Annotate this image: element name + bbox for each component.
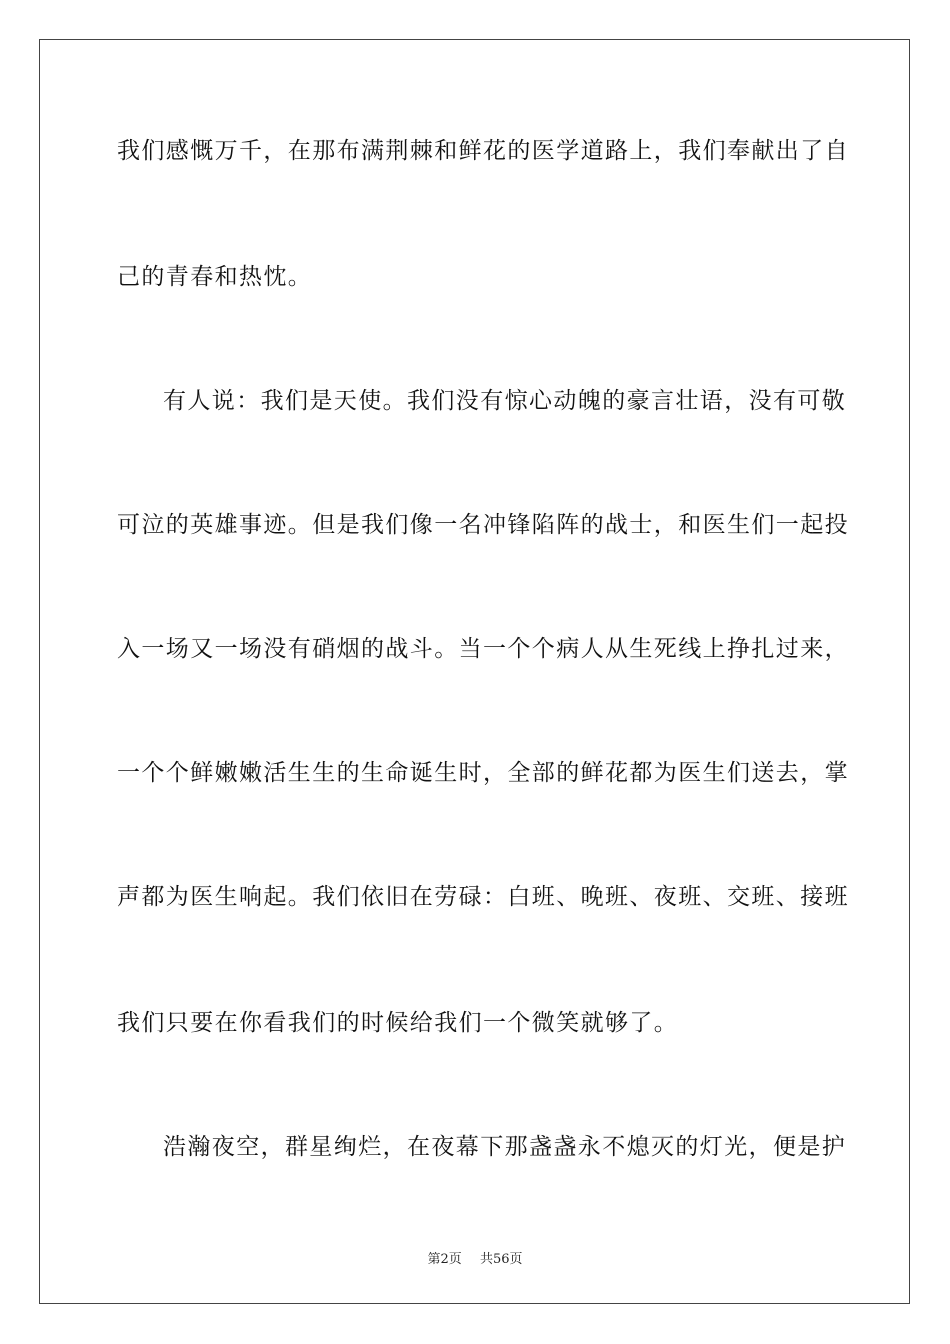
- body-text-line: 己的青春和热忱。: [117, 264, 313, 290]
- page-number: 第2页: [427, 1252, 462, 1267]
- body-text-line: 我们感慨万千，在那布满荆棘和鲜花的医学道路上，我们奉献出了自: [117, 138, 849, 164]
- body-text-line: 浩瀚夜空，群星绚烂，在夜幕下那盏盏永不熄灭的灯光，便是护: [163, 1134, 847, 1160]
- body-text-line: 声都为医生响起。我们依旧在劳碌：白班、晚班、夜班、交班、接班: [117, 884, 849, 910]
- total-pages: 共56页: [479, 1252, 523, 1267]
- body-text-line: 可泣的英雄事迹。但是我们像一名冲锋陷阵的战士，和医生们一起投: [117, 512, 849, 538]
- page-footer: [0, 1248, 950, 1267]
- page-frame: [39, 39, 910, 1304]
- body-text-line: 入一场又一场没有硝烟的战斗。当一个个病人从生死线上挣扎过来，: [117, 636, 849, 662]
- body-text-line: 一个个鲜嫩嫩活生生的生命诞生时，全部的鲜花都为医生们送去，掌: [117, 760, 849, 786]
- body-text-line: 有人说：我们是天使。我们没有惊心动魄的豪言壮语，没有可敬: [163, 388, 847, 414]
- body-text-line: 我们只要在你看我们的时候给我们一个微笑就够了。: [117, 1010, 679, 1036]
